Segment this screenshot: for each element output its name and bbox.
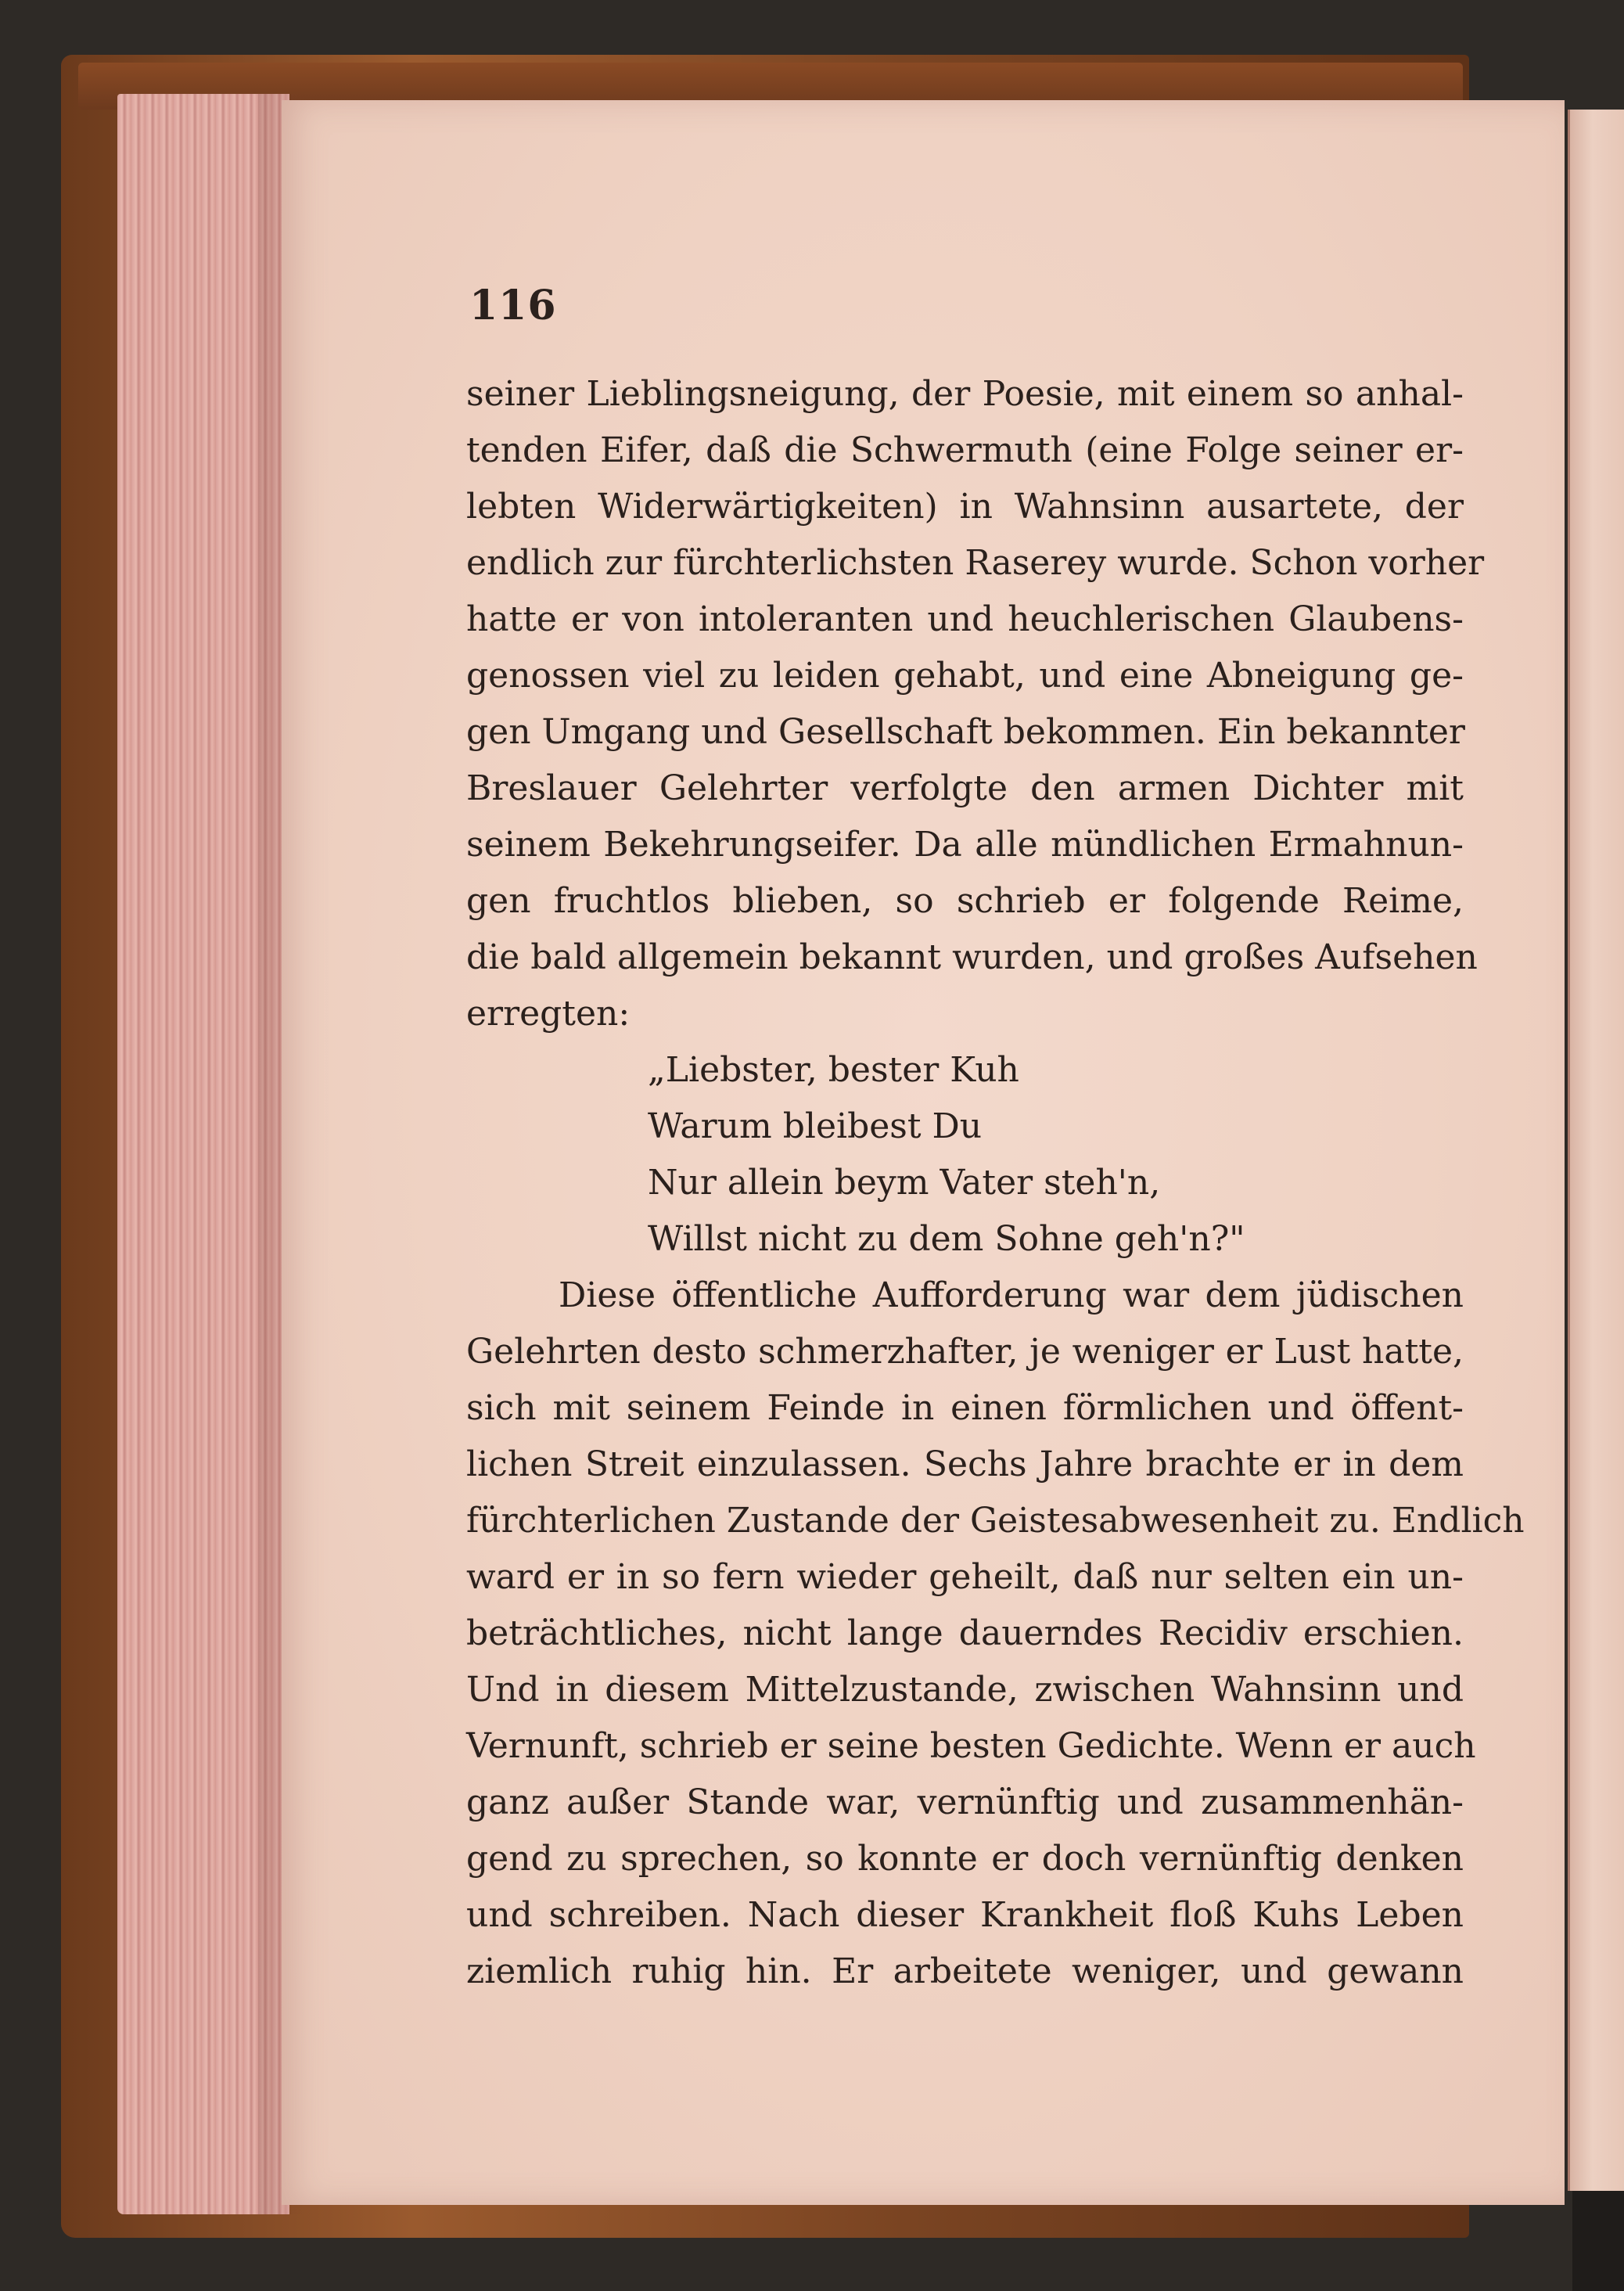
text-line: die bald allgemein bekannt wurden, und großes Aufsehen xyxy=(466,937,1478,977)
text-line: seinem Bekehrungseifer. Da alle mündlichen Ermahnun- xyxy=(466,825,1464,865)
text-line: seiner Lieblingsneigung, der Poesie, mit einem so anhal- xyxy=(466,374,1464,414)
text-line: Breslauer Gelehrter verfolgte den armen Dichter mit xyxy=(466,768,1464,808)
text-line: lebten Widerwärtigkeiten) in Wahnsinn ausartete, der xyxy=(466,487,1464,527)
body-text xyxy=(466,366,1525,2000)
text-line: tenden Eifer, daß die Schwermuth (eine Folge seiner er- xyxy=(466,430,1464,470)
text-line: ganz außer Stande war, vernünftig und zusammenhän- xyxy=(466,1782,1464,1822)
text-line: hatte er von intoleranten und heuchlerischen Glaubens- xyxy=(466,599,1464,639)
text-line: gen fruchtlos blieben, so schrieb er folgende Reime, xyxy=(466,881,1464,921)
facing-page-edge xyxy=(1568,110,1624,2191)
text-line: fürchterlichen Zustande der Geistesabwesenheit zu. Endlich xyxy=(466,1501,1525,1541)
verse-line: Nur allein beym Vater steh'n, xyxy=(648,1163,1161,1203)
text-line: sich mit seinem Feinde in einen förmlichen und öffent- xyxy=(466,1388,1464,1428)
text-line: Und in diesem Mittelzustande, zwischen Wahnsinn und xyxy=(466,1670,1464,1710)
text-line: gend zu sprechen, so konnte er doch vernünftig denken xyxy=(466,1839,1464,1879)
text-line: ziemlich ruhig hin. Er arbeitete weniger, und gewann xyxy=(466,1951,1464,1991)
text-line: Diese öffentliche Aufforderung war dem jüdischen xyxy=(559,1275,1464,1315)
page-number: 116 xyxy=(469,282,557,329)
text-line: erregten: xyxy=(466,994,631,1034)
verse-line: „Liebster, bester Kuh xyxy=(648,1050,1019,1090)
text-line: gen Umgang und Gesellschaft bekommen. Ein bekannter xyxy=(466,712,1465,752)
verse-line: Warum bleibest Du xyxy=(648,1106,983,1146)
text-line: beträchtliches, nicht lange dauerndes Recidiv erschien. xyxy=(466,1613,1464,1653)
text-line: Gelehrten desto schmerzhafter, je weniger er Lust hatte, xyxy=(466,1332,1464,1372)
text-line: genossen viel zu leiden gehabt, und eine Abneigung ge- xyxy=(466,656,1464,696)
verse-line: Willst nicht zu dem Sohne geh'n?" xyxy=(648,1219,1245,1259)
text-line: ward er in so fern wieder geheilt, daß nur selten ein un- xyxy=(466,1557,1464,1597)
text-line: und schreiben. Nach dieser Krankheit floß Kuhs Leben xyxy=(466,1895,1464,1935)
background-corner xyxy=(1572,2191,1624,2291)
text-line: lichen Streit einzulassen. Sechs Jahre brachte er in dem xyxy=(466,1444,1464,1484)
text-line: endlich zur fürchterlichsten Raserey wurde. Schon vorher xyxy=(466,543,1485,583)
text-line: Vernunft, schrieb er seine besten Gedichte. Wenn er auch xyxy=(466,1726,1476,1766)
